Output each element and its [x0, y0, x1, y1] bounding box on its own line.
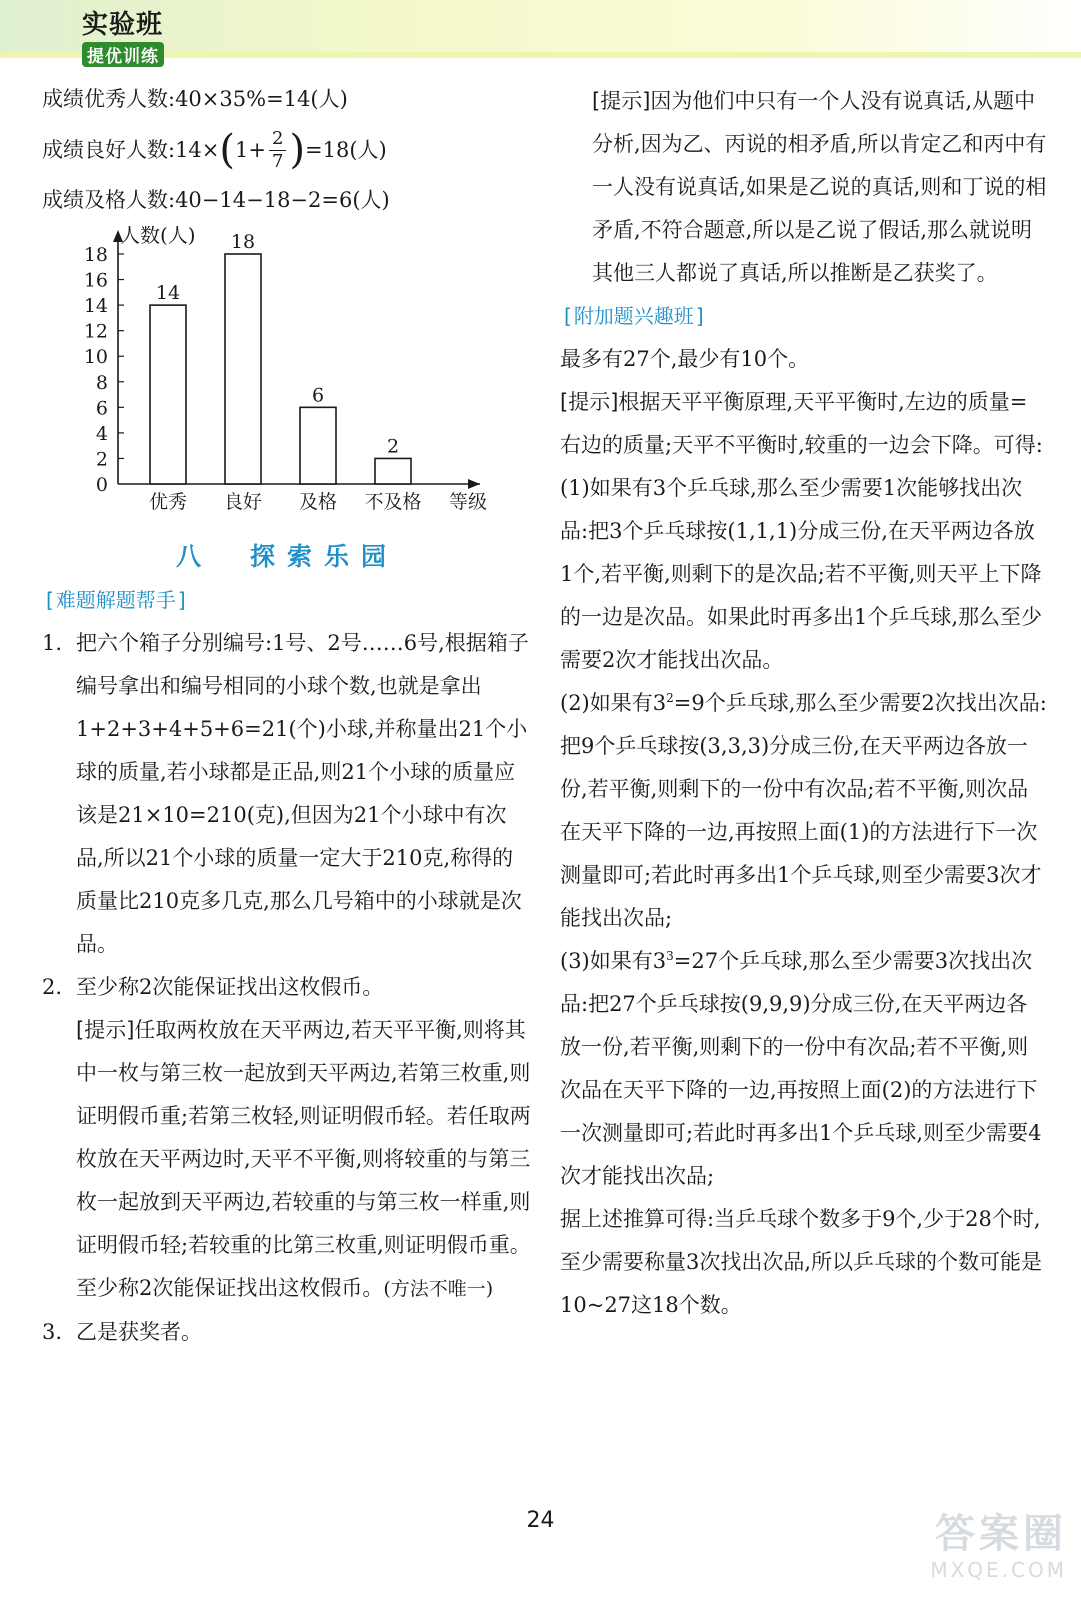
bar-value-label: 2 — [386, 435, 400, 458]
y-tick-label: 12 — [83, 320, 108, 343]
line-pass: 成绩及格人数:40−14−18−2=6(人) — [42, 188, 390, 212]
bonus-hint-3-exponent: 3 — [666, 949, 674, 963]
answer-2-hint — [42, 1009, 532, 1311]
brand-title: 实验班 — [82, 10, 164, 40]
x-tick-label: 良好 — [223, 491, 263, 513]
section-title: 八 探索乐园 — [175, 542, 398, 571]
answer-3 — [42, 1311, 532, 1354]
left-column — [42, 78, 532, 1354]
x-tick-label: 及格 — [298, 491, 338, 513]
line-good-one: 1+ — [235, 137, 266, 162]
bonus-hint-1 — [560, 381, 1048, 682]
answer-3-hint-label: [提示] — [592, 89, 651, 113]
y-tick-label: 6 — [95, 397, 108, 420]
answer-3-hint — [560, 80, 1048, 295]
right-column — [560, 80, 1048, 1327]
brand-logo — [82, 4, 192, 67]
line-good-suffix: =18(人) — [305, 137, 387, 162]
brand-subtitle: 提优训练 — [82, 42, 164, 67]
fraction — [269, 128, 286, 173]
bonus-hint-2 — [560, 682, 1048, 940]
line-good-prefix: 成绩良好人数:14× — [42, 137, 220, 162]
answer-2 — [42, 966, 532, 1009]
answer-3-text: 乙是获奖者。 — [76, 1320, 202, 1344]
y-tick-label: 4 — [95, 422, 108, 445]
answer-2-hint-text: 任取两枚放在天平两边,若天平平衡,则将其中一枚与第三枚一起放到天平两边,若第三枚重,则证明假币重;若第三枚轻,则证明假币轻。若任取两枚放在天平两边时,天平不平衡,则将较重的与第三枚一起放到天平两边,若较重的与第三枚一样重,则证明假币轻;若较重的比第三枚重,则证明假币重。至少称2次能保证找出这枚假币。 — [76, 1018, 531, 1300]
answer-1-text: 把六个箱子分别编号:1号、2号……6号,根据箱子编号拿出和编号相同的小球个数,也就是拿出1+2+3+4+5+6=21(个)小球,并称量出21个小球的质量,若小球都是正品,则21个小球的质量应该是21×10=210(克),但因为21个小球中有次品,所以21个小球的质量一定大于210克,称得的质量比210克多几克,那么几号箱中的小球就是次品。 — [76, 631, 529, 956]
watermark-logo — [877, 1510, 1067, 1592]
paren-right: ) — [289, 127, 306, 173]
bar — [300, 407, 336, 484]
line-excellent: 成绩优秀人数:40×35%=14(人) — [42, 87, 348, 111]
bar — [375, 458, 411, 484]
bar-value-label: 6 — [311, 384, 325, 407]
bonus-conclusion: 据上述推算可得:当乒乓球个数多于9个,少于28个时,至少需要称量3次找出次品,所以乒乓球的个数可能是10~27这18个数。 — [560, 1207, 1043, 1317]
bonus-hint-3-b: =27个乒乓球,那么至少需要3次找出次品:把27个乒乓球按(9,9,9)分成三份,在天平两边各放一份,若平衡,则剩下的一份中有次品;若不平衡,则次品在天平下降的一边,再按照上面(2)的方法进行下一次测量即可;若此时再多出1个乒乓球,则至少需要4次才能找出次品; — [560, 949, 1042, 1188]
x-axis-arrow-icon — [468, 479, 480, 489]
fraction-denominator: 7 — [271, 150, 284, 172]
x-axis-label: 等级 — [448, 491, 488, 513]
bonus-hint-2-a: (2)如果有3 — [560, 691, 667, 715]
answer-2-hint-label: [提示] — [76, 1018, 135, 1042]
header-band — [0, 0, 1081, 67]
bonus-hint-1-text: 根据天平平衡原理,天平平衡时,左边的质量=右边的质量;天平不平衡时,较重的一边会下降。可得:(1)如果有3个乒乓球,那么至少需要1次能够找出次品:把3个乒乓球按(1,1,1)分成三份,在天平两边各放1个,若平衡,则剩下的是次品;若不平衡,则天平上下降的一边是次品。如果此时再多出1个乒乓球,那么至少需要2次才能找出次品。 — [560, 390, 1043, 672]
answer-3-hint-text: 因为他们中只有一个人没有说真话,从题中分析,因为乙、丙说的相矛盾,所以肯定乙和丙中有一人没有说真话,如果是乙说的真话,则和丁说的相矛盾,不符合题意,所以是乙说了假话,那么就说明其他三人都说了真话,所以推断是乙获奖了。 — [592, 89, 1047, 285]
y-axis-label: 人数(人) — [120, 226, 196, 247]
answer-2-number: 2. — [42, 975, 63, 999]
bonus-answer: 最多有27个,最少有10个。 — [560, 347, 810, 371]
x-tick-label: 优秀 — [148, 491, 188, 513]
bar-value-label: 14 — [155, 282, 181, 305]
bonus-hint-label: [提示] — [560, 390, 619, 414]
y-tick-label: 8 — [95, 371, 108, 394]
bonus-hint-3-a: (3)如果有3 — [560, 949, 667, 973]
bar-value-label: 18 — [230, 231, 256, 253]
bonus-hint-3 — [560, 940, 1048, 1198]
y-tick-label: 18 — [83, 244, 108, 266]
bar — [150, 305, 186, 484]
y-tick-label: 10 — [83, 346, 108, 369]
y-tick-label: 2 — [95, 448, 108, 471]
line-good — [42, 121, 532, 179]
y-tick-label: 0 — [95, 474, 108, 496]
section-tag-bonus: [ 附加题兴趣班 ] — [560, 301, 708, 331]
x-tick-label: 不及格 — [364, 491, 422, 513]
page-number: 24 — [526, 1508, 555, 1533]
watermark-title: 答案圈 — [935, 1511, 1067, 1557]
answer-1-number: 1. — [42, 631, 63, 655]
y-tick-label: 14 — [83, 295, 108, 318]
answer-2-text: 至少称2次能保证找出这枚假币。 — [76, 975, 384, 999]
y-tick-label: 16 — [83, 269, 108, 292]
paren-left: ( — [219, 127, 236, 173]
bar — [225, 254, 261, 484]
answer-3-number: 3. — [42, 1320, 63, 1344]
fraction-numerator: 2 — [269, 128, 286, 151]
bar-chart — [70, 226, 520, 516]
bonus-hint-2-b: =9个乒乓球,那么至少需要2次找出次品:把9个乒乓球按(3,3,3)分成三份,在天平两边各放一份,若平衡,则剩下的一份中有次品;若不平衡,则次品在天平下降的一边,再按照上面(1)的方法进行下一次测量即可;若此时再多出1个乒乓球,则至少需要3次才能找出次品; — [560, 691, 1047, 930]
answer-1 — [42, 622, 532, 966]
watermark-url: MXQE.COM — [930, 1558, 1067, 1582]
answer-2-note: (方法不唯一) — [383, 1278, 494, 1300]
bonus-hint-2-exponent: 2 — [666, 691, 674, 705]
section-tag-hard: [ 难题解题帮手 ] — [42, 585, 190, 615]
